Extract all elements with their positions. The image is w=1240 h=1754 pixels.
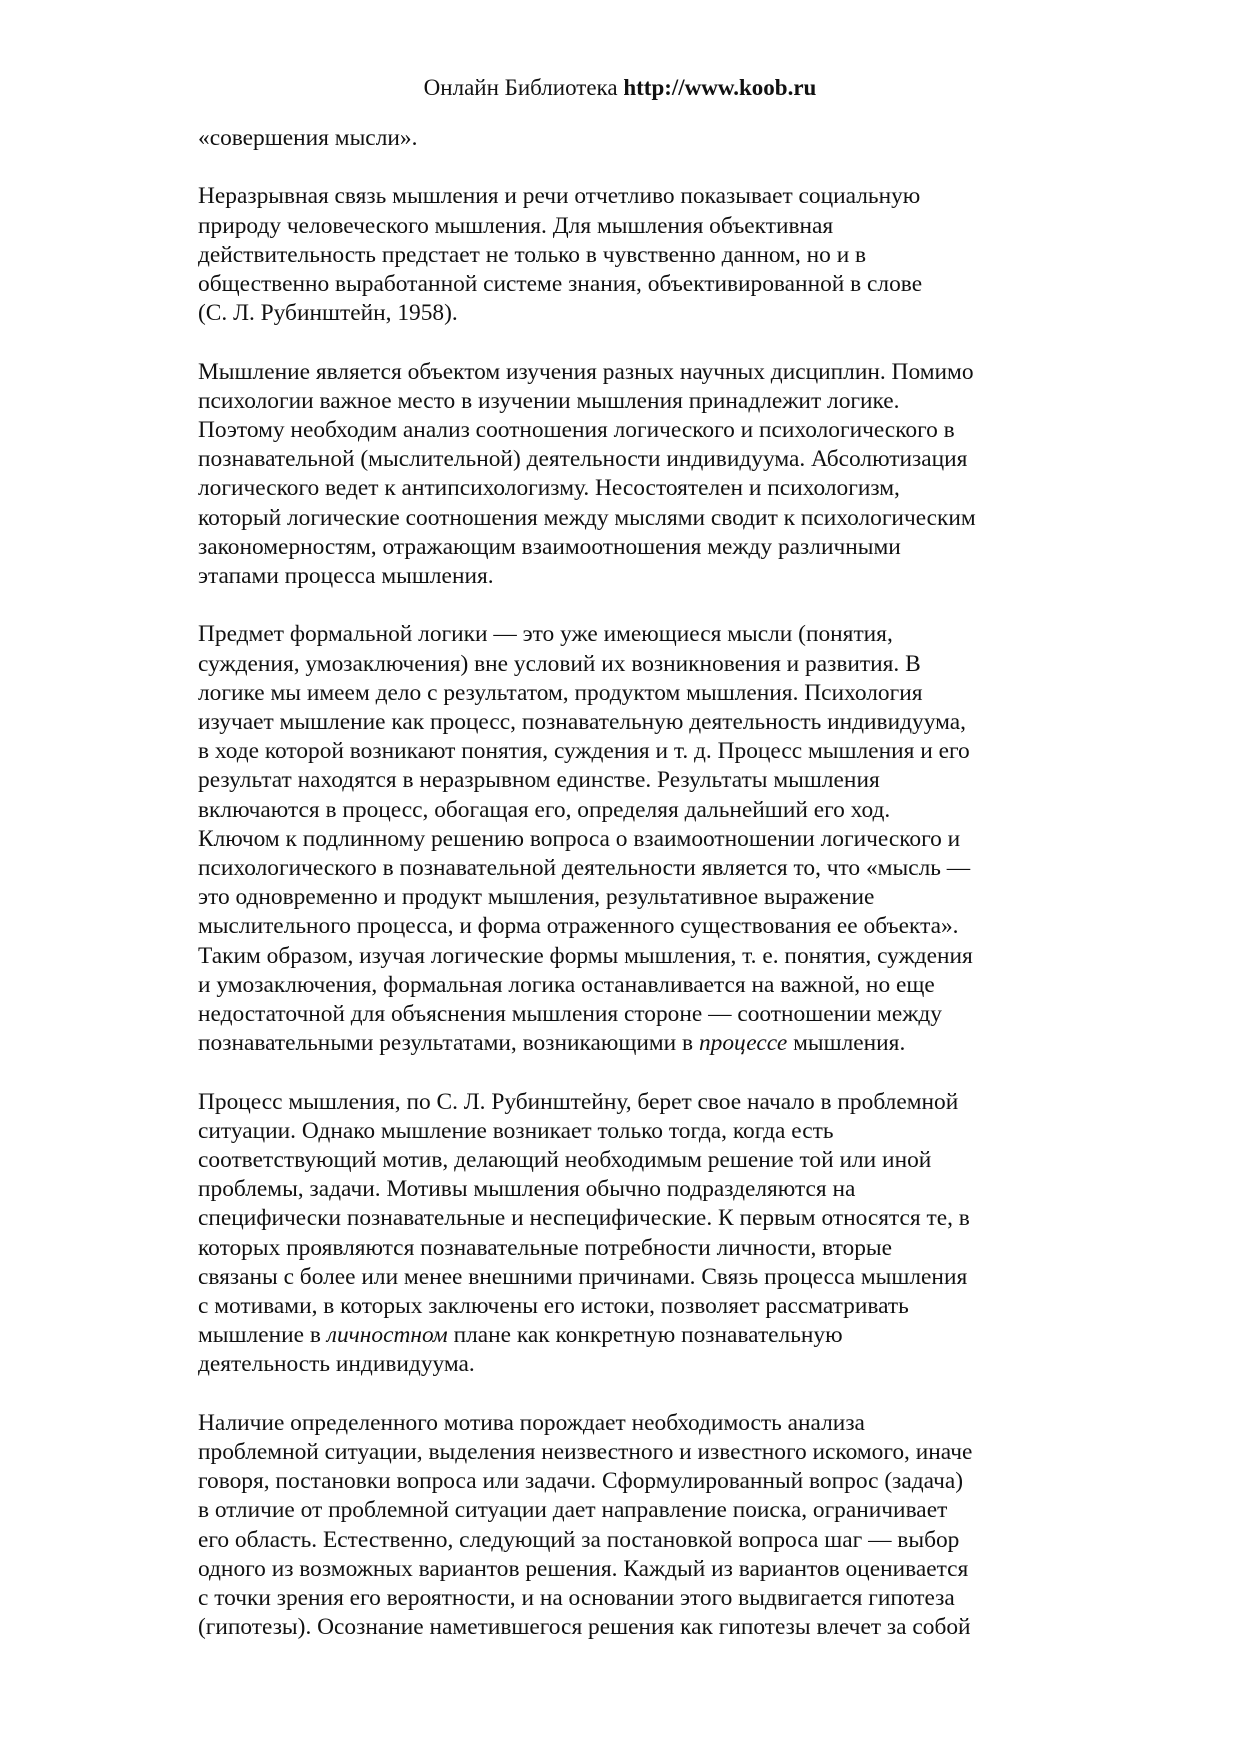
text-segment: психологического в познавательной деятельности является то, что «мысль — <box>198 855 971 882</box>
text-line <box>198 1117 1058 1146</box>
paragraph <box>198 182 1058 328</box>
text-segment: мышления. <box>787 1030 906 1057</box>
text-segment: Предмет формальной логики — это уже имеющиеся мысли (понятия, <box>198 621 893 648</box>
paragraph <box>198 1088 1058 1380</box>
text-segment: деятельность индивидуума. <box>198 1351 475 1378</box>
text-line <box>198 883 1058 912</box>
text-line <box>198 620 1058 649</box>
text-segment: его область. Естественно, следующий за постановкой вопроса шаг — выбор <box>198 1526 960 1553</box>
text-segment: познавательными результатами, возникающими в <box>198 1030 699 1057</box>
text-line <box>198 1292 1058 1321</box>
text-line <box>198 1467 1058 1496</box>
text-segment: Мышление является объектом изучения разных научных дисциплин. Помимо <box>198 358 974 385</box>
text-segment: закономерностям, отражающим взаимоотношения между различными <box>198 533 901 560</box>
italic-text: личностном <box>326 1322 448 1349</box>
text-line <box>198 1000 1058 1029</box>
text-line <box>198 1321 1058 1350</box>
text-line <box>198 182 1058 211</box>
text-line <box>198 1204 1058 1233</box>
text-segment: проблемы, задачи. Мотивы мышления обычно подразделяются на <box>198 1176 856 1203</box>
paragraph <box>198 358 1058 592</box>
text-line <box>198 1175 1058 1204</box>
text-segment: в ходе которой возникают понятия, суждения и т. д. Процесс мышления и его <box>198 738 970 765</box>
text-segment: недостаточной для объяснения мышления стороне — соотношении между <box>198 1001 942 1028</box>
text-segment: плане как конкретную познавательную <box>447 1322 843 1349</box>
text-segment: действительность предстает не только в чувственно данном, но и в <box>198 241 867 268</box>
text-segment: ситуации. Однако мышление возникает только тогда, когда есть <box>198 1117 834 1144</box>
text-segment: Таким образом, изучая логические формы мышления, т. е. понятия, суждения <box>198 942 973 969</box>
text-segment: логике мы имеем дело с результатом, продуктом мышления. Психология <box>198 679 923 706</box>
text-segment: Ключом к подлинному решению вопроса о взаимоотношении логического и <box>198 825 961 852</box>
text-line <box>198 416 1058 445</box>
text-segment: мышление в <box>198 1322 327 1349</box>
text-line <box>198 1029 1058 1058</box>
text-line <box>198 796 1058 825</box>
text-line <box>198 737 1058 766</box>
italic-text: процессе <box>698 1030 788 1057</box>
text-segment: которых проявляются познавательные потребности личности, вторые <box>198 1234 893 1261</box>
paragraph <box>198 124 1058 153</box>
text-segment: соответствующий мотив, делающий необходимым решение той или иной <box>198 1147 932 1174</box>
text-line <box>198 445 1058 474</box>
text-line <box>198 358 1058 387</box>
text-line <box>198 679 1058 708</box>
text-segment: в отличие от проблемной ситуации дает направление поиска, ограничивает <box>198 1497 948 1524</box>
text-segment: говоря, постановки вопроса или задачи. Сформулированный вопрос (задача) <box>198 1468 964 1495</box>
text-segment: Поэтому необходим анализ соотношения логического и психологического в <box>198 417 955 443</box>
text-line <box>198 299 1058 328</box>
text-segment: результат находятся в неразрывном единстве. Результаты мышления <box>198 767 880 794</box>
text-line <box>198 562 1058 591</box>
text-line <box>198 212 1058 241</box>
text-line <box>198 650 1058 679</box>
text-segment: логического ведет к антипсихологизму. Несостоятелен и психологизм, <box>198 475 900 502</box>
text-line <box>198 124 1058 153</box>
text-segment: общественно выработанной системе знания, объективированной в слове <box>198 271 923 297</box>
text-line <box>198 504 1058 533</box>
header-prefix: Онлайн Библиотека <box>423 75 624 100</box>
text-segment: мыслительного процесса, и форма отраженного существования ее объекта». <box>198 913 959 940</box>
text-segment: познавательной (мыслительной) деятельности индивидуума. Абсолютизация <box>198 446 968 473</box>
text-line <box>198 533 1058 562</box>
text-segment: «совершения мысли». <box>198 125 418 151</box>
text-line <box>198 971 1058 1000</box>
text-segment: связаны с более или менее внешними причинами. Связь процесса мышления <box>198 1263 968 1290</box>
text-segment: Неразрывная связь мышления и речи отчетливо показывает социальную <box>198 183 921 210</box>
text-line <box>198 708 1058 737</box>
text-segment: это одновременно и продукт мышления, результативное выражение <box>198 884 875 911</box>
text-line <box>198 1350 1058 1379</box>
text-segment: природу человеческого мышления. Для мышления объективная <box>198 212 834 239</box>
text-line <box>198 825 1058 854</box>
document-body <box>198 124 1058 1672</box>
text-segment: включаются в процесс, обогащая его, определяя дальнейший его ход. <box>198 796 891 823</box>
text-line <box>198 1496 1058 1525</box>
text-segment: проблемной ситуации, выделения неизвестного и известного искомого, иначе <box>198 1439 973 1466</box>
paragraph <box>198 1409 1058 1643</box>
text-line <box>198 854 1058 883</box>
text-line <box>198 1584 1058 1613</box>
text-line <box>198 766 1058 795</box>
text-line <box>198 1263 1058 1292</box>
text-line <box>198 387 1058 416</box>
text-line <box>198 1613 1058 1642</box>
text-line <box>198 474 1058 503</box>
text-line <box>198 942 1058 971</box>
text-segment: (гипотезы). Осознание наметившегося решения как гипотезы влечет за собой <box>198 1614 971 1641</box>
text-segment: (С. Л. Рубинштейн, 1958). <box>198 300 458 327</box>
page-header <box>0 72 1240 104</box>
text-segment: Процесс мышления, по С. Л. Рубинштейну, берет свое начало в проблемной <box>198 1088 959 1115</box>
text-segment: изучает мышление как процесс, познавательную деятельность индивидуума, <box>198 709 966 736</box>
text-segment: одного из возможных вариантов решения. Каждый из вариантов оценивается <box>198 1555 969 1582</box>
text-line <box>198 241 1058 270</box>
text-segment: с точки зрения его вероятности, и на основании этого выдвигается гипотеза <box>198 1585 955 1612</box>
text-line <box>198 1526 1058 1555</box>
text-line <box>198 270 1058 299</box>
text-segment: специфически познавательные и неспецифические. К первым относятся те, в <box>198 1205 970 1232</box>
text-segment: суждения, умозаключения) вне условий их возникновения и развития. В <box>198 650 921 677</box>
text-segment: Наличие определенного мотива порождает необходимость анализа <box>198 1409 865 1436</box>
text-segment: и умозаключения, формальная логика останавливается на важной, но еще <box>198 971 935 998</box>
text-segment: психологии важное место в изучении мышления принадлежит логике. <box>198 387 900 414</box>
text-line <box>198 1234 1058 1263</box>
text-segment: который логические соотношения между мыслями сводит к психологическим <box>198 504 976 531</box>
text-line <box>198 1555 1058 1584</box>
text-line <box>198 912 1058 941</box>
text-segment: с мотивами, в которых заключены его истоки, позволяет рассматривать <box>198 1293 909 1320</box>
text-line <box>198 1409 1058 1438</box>
header-url-link[interactable]: http://www.koob.ru <box>623 75 817 100</box>
text-line <box>198 1088 1058 1117</box>
paragraph <box>198 620 1058 1058</box>
text-segment: этапами процесса мышления. <box>198 563 494 590</box>
text-line <box>198 1146 1058 1175</box>
text-line <box>198 1438 1058 1467</box>
